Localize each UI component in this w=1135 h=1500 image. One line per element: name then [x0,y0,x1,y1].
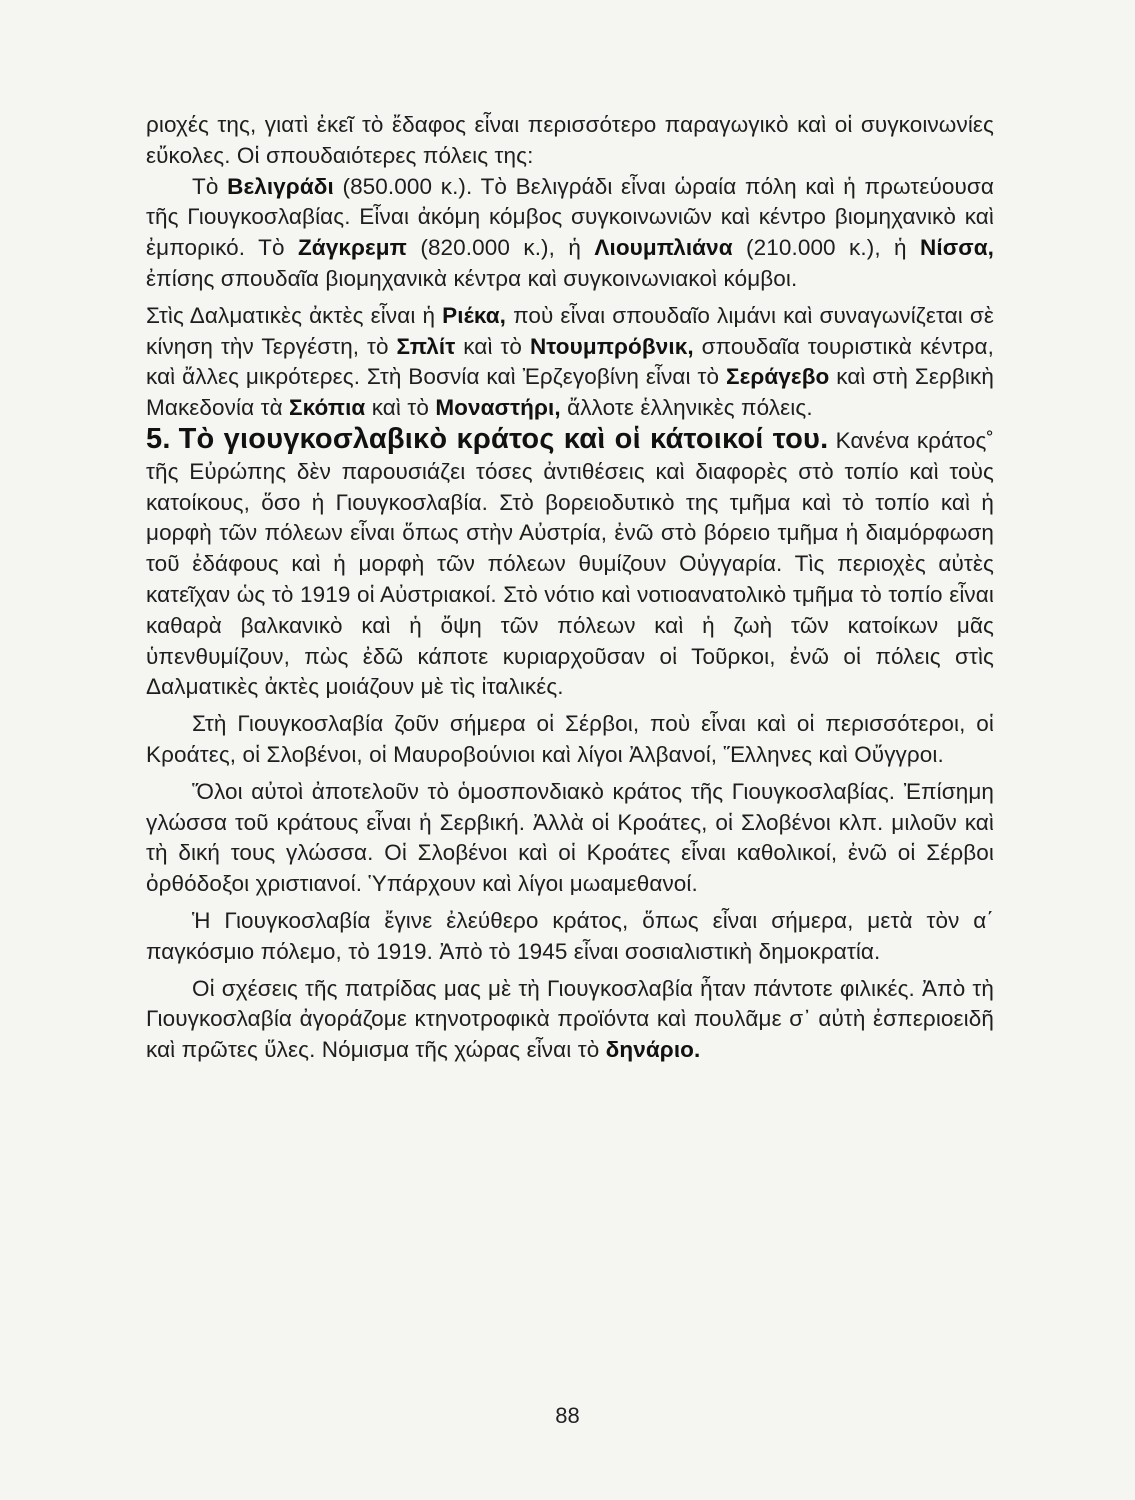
city-sarajevo: Σεράγεβο [725,364,830,390]
currency-dinar: δηνάριο. [605,1037,701,1063]
paragraph-6: Ὅλοι αὐτοὶ ἀποτελοῦν τὸ ὁμοσπονδιακὸ κράτος τῆς Γιουγκοσλαβίας. Ἐπίσημη γλώσσα τοῦ κράτους εἶναι ἡ Σερβική. Ἀλλὰ οἱ Κροάτες, οἱ Σλοβένοι κλπ. μιλοῦν καὶ τὴ δική τους γλώσσα. Οἱ Σλοβένοι καὶ οἱ Κροάτες εἶναι καθολικοί, ἐνῶ οἱ Σέρβοι ὀρθόδοξοι χριστιανοί. Ὑπάρχουν καὶ λίγοι μωαμεθανοί. [146,778,994,897]
city-belgrade: Βελιγράδι [227,173,334,199]
section-5 [146,424,994,703]
city-ljubljana: Λιουμπλιάνα [594,235,733,261]
paragraph-3: Στὶς Δαλματικὲς ἀκτὲς εἶναι ἡ Ριέκα, ποὺ εἶναι σπουδαῖο λιμάνι καὶ συναγωνίζεται σὲ κίνηση τὴν Τεργέστη, τὸ Σπλίτ καὶ τὸ Ντουμπρόβνικ, σπουδαῖα τουριστικὰ κέντρα, καὶ ἄλλες μικρότερες. Στὴ Βοσνία καὶ Ἐρζεγοβίνη εἶναι τὸ Σεράγεβο καὶ στὴ Σερβικὴ Μακεδονία τὰ Σκόπια καὶ τὸ Μοναστήρι, ἄλλοτε ἑλληνικὲς πόλεις. [146,302,995,421]
section-heading: Τὸ γιουγκοσλαβικὸ κράτος καὶ οἱ κάτοικοί του. [178,422,829,455]
city-split: Σπλίτ [396,333,456,359]
section-number: 5. [146,422,171,455]
city-bitola: Μοναστήρι, [435,395,561,421]
page-number: 88 [555,1403,580,1428]
paragraph-2: Τὸ Βελιγράδι (850.000 κ.). Τὸ Βελιγράδι εἶναι ὡραία πόλη καὶ ἡ πρωτεύουσα τῆς Γιουγκοσλαβίας. Εἶναι ἀκόμη κόμβος συγκοινωνιῶν καὶ κέντρο βιομηχανικὸ καὶ ἐμπορικό. Τὸ Ζάγκρεμπ (820.000 κ.), ἡ Λιουμπλιάνα (210.000 κ.), ἡ Νίσσα, ἐπίσης σπουδαῖα βιομηχανικὰ κέντρα καὶ συγκοινωνιακοὶ κόμβοι. [146,173,995,291]
paragraph-7: Ἡ Γιουγκοσλαβία ἔγινε ἐλεύθερο κράτος, ὅπως εἶναι σήμερα, μετὰ τὸν α΄ παγκόσμιο πόλεμο, τὸ 1919. Ἀπὸ τὸ 1945 εἶναι σοσιαλιστικὴ δημοκρατία. [146,907,994,964]
body-text [146,110,994,1066]
city-skopje: Σκόπια [289,395,366,421]
paragraph-1: ριοχές της, γιατὶ ἐκεῖ τὸ ἔδαφος εἶναι περισσότερο παραγωγικὸ καὶ οἱ συγκοινωνίες εὔκολες. Οἱ σπουδαιότερες πόλεις της: [146,112,994,168]
section-text: Κανένα κράτος˚ τῆς Εὐρώπης δὲν παρουσιάζει τόσες ἀντιθέσεις καὶ διαφορὲς στὸ τοπίο καὶ τοὺς κατοίκους, ὅσο ἡ Γιουγκοσλαβία. Στὸ βορειοδυτικὸ της τμῆμα καὶ τὸ τοπίο καὶ ἡ μορφὴ τῶν πόλεων εἶναι ὅπως στὴν Αὐστρία, ἐνῶ στὸ βόρειο τμῆμα ἡ διαμόρφωση τοῦ ἐδάφους καὶ ἡ μορφὴ τῶν πόλεων θυμίζουν Οὐγγαρία. Τὶς περιοχὲς αὐτὲς κατεῖχαν ὡς τὸ 1919 οἱ Αὐστριακοί. Στὸ νότιο καὶ νοτιοανατολικὸ τμῆμα τὸ τοπίο εἶναι καθαρὰ βαλκανικὸ καὶ ἡ ὄψη τῶν πόλεων καὶ ἡ ζωὴ τῶν κατοίκων μᾶς ὑπενθυμίζουν, πὼς ἐδῶ κάποτε κυριαρχοῦσαν οἱ Τοῦρκοι, ἐνῶ οἱ πόλεις στὶς Δαλματικὲς ἀκτὲς μοιάζουν μὲ τὶς ἰταλικές. [146,427,994,700]
city-rijeka: Ριέκα, [442,302,507,328]
city-zagreb: Ζάγκρεμπ [297,235,407,261]
paragraph-5: Στὴ Γιουγκοσλαβία ζοῦν σήμερα οἱ Σέρβοι, ποὺ εἶναι καὶ οἱ περισσότεροι, οἱ Κροάτες, οἱ Σλοβένοι, οἱ Μαυροβούνιοι καὶ λίγοι Ἀλβανοί, Ἕλληνες καὶ Οὔγγροι. [146,711,994,767]
paragraph-8: Οἱ σχέσεις τῆς πατρίδας μας μὲ τὴ Γιουγκοσλαβία ἦταν πάντοτε φιλικές. Ἀπὸ τὴ Γιουγκοσλαβία ἀγοράζομε κτηνοτροφικὰ προϊόντα καὶ πουλᾶμε σ᾽ αὐτὴ ἐσπεριοειδῆ καὶ πρῶτες ὕλες. Νόμισμα τῆς χώρας εἶναι τὸ δηνάριο. [146,975,994,1063]
city-nis: Νίσσα, [920,235,995,261]
city-dubrovnik: Ντουμπρόβνικ, [529,333,694,359]
